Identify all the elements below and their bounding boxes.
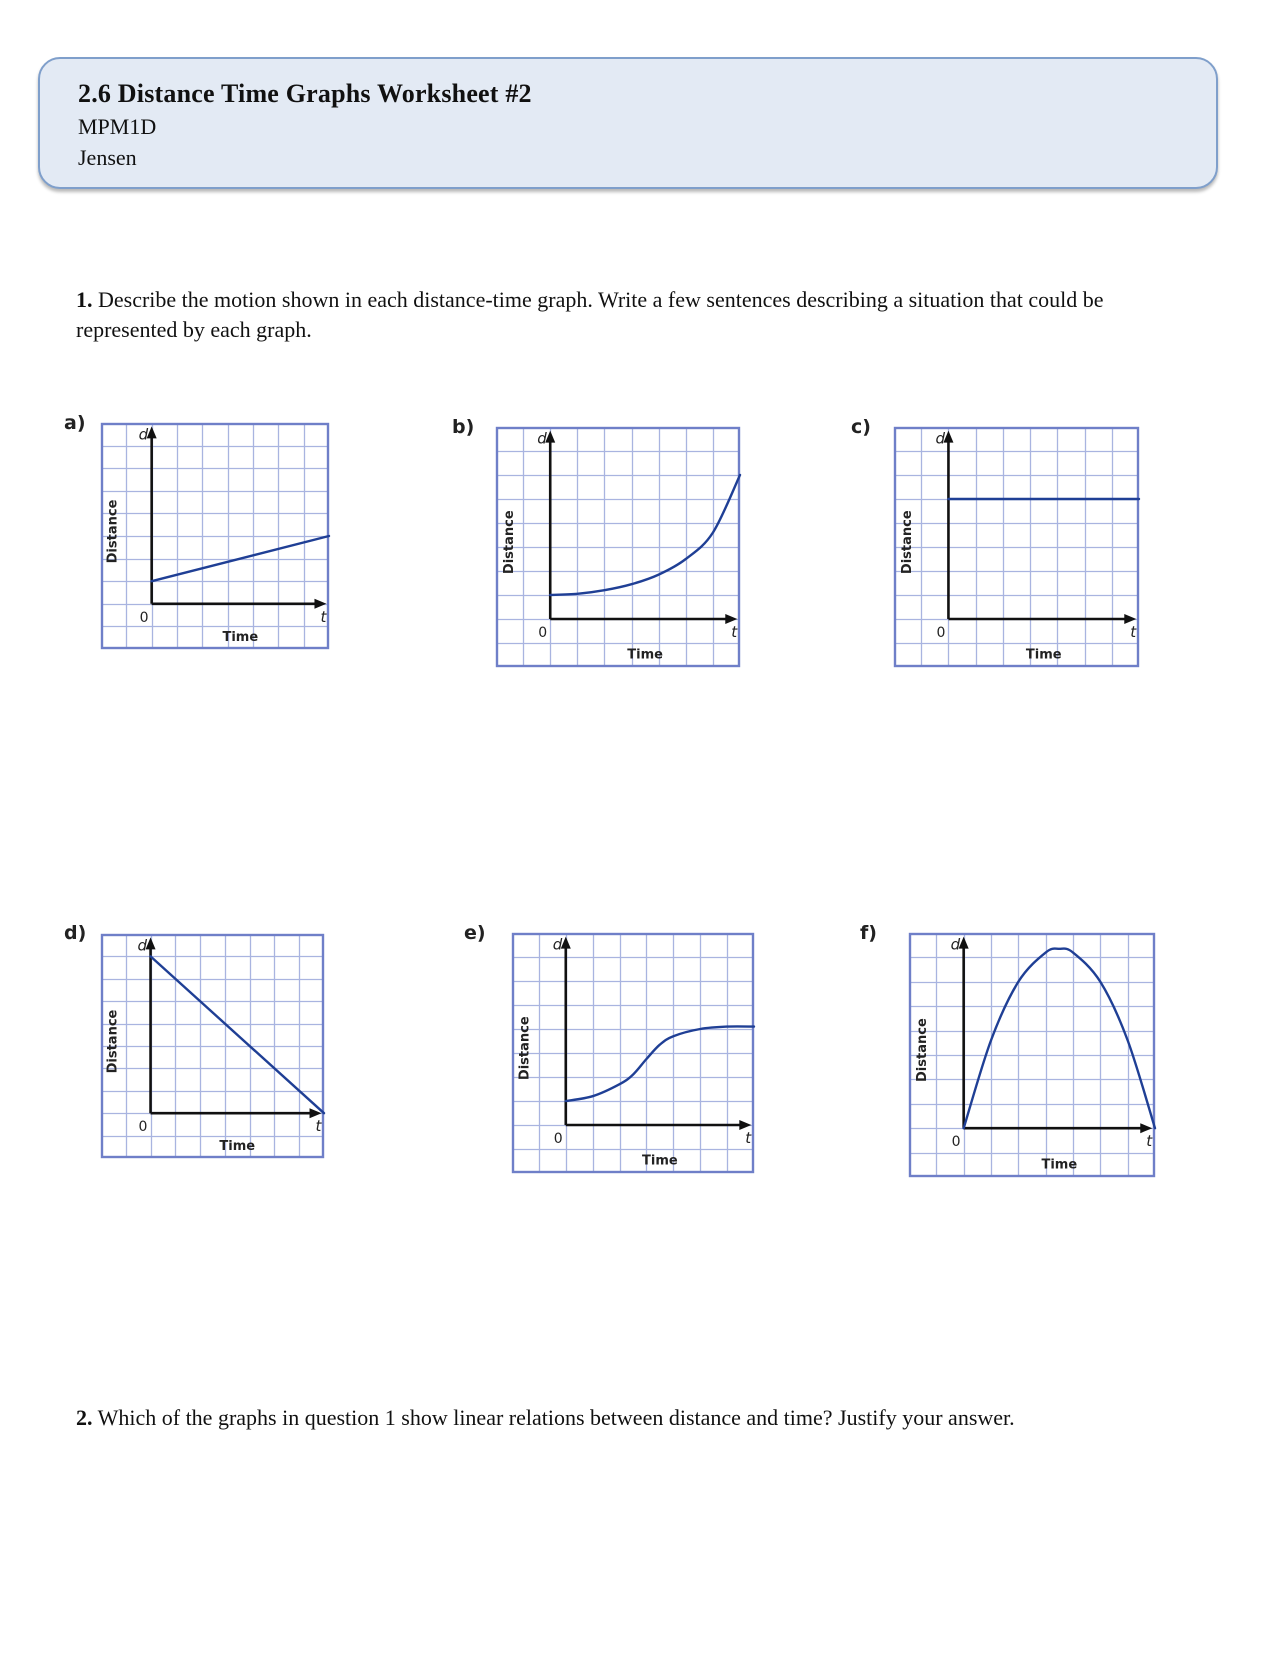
question-number: 1. [76, 287, 93, 312]
y-axis-symbol: d [950, 935, 961, 954]
header-box [38, 57, 1218, 189]
x-axis-label: Time [627, 647, 663, 663]
x-axis-label: Time [1041, 1157, 1078, 1173]
x-axis-symbol: t [745, 1129, 752, 1147]
y-axis-symbol: d [552, 935, 563, 954]
x-axis-label: Time [222, 630, 259, 646]
grid [894, 427, 1139, 667]
question-text: Which of the graphs in question 1 show linear relations between distance and time? Justify your answer. [92, 1405, 1015, 1430]
grid [496, 427, 740, 667]
origin-label: 0 [951, 1134, 961, 1151]
origin-label: 0 [538, 625, 548, 641]
grid [101, 934, 324, 1158]
x-axis-symbol: t [1130, 623, 1137, 641]
x-axis-symbol: t [1146, 1132, 1153, 1151]
distance-time-curve [964, 949, 1155, 1129]
question-number: 2. [76, 1405, 93, 1430]
y-axis-label: Distance [914, 1018, 930, 1082]
grid [101, 423, 329, 649]
question-1 [76, 285, 1186, 345]
x-axis-symbol: t [320, 607, 327, 626]
origin-label: 0 [138, 1119, 148, 1136]
question-text: Describe the motion shown in each distance-time graph. Write a few sentences describing a situation that could be represented by each graph. [76, 287, 1104, 342]
graph-d [101, 934, 324, 1158]
x-axis-label: Time [1025, 647, 1062, 663]
y-axis-symbol: d [935, 429, 945, 448]
graph-c [894, 427, 1139, 667]
grid [512, 933, 754, 1173]
origin-label: 0 [936, 625, 946, 641]
course-code: MPM1D [78, 114, 157, 139]
graph-label-b: b) [452, 416, 475, 438]
teacher-name: Jensen [78, 145, 137, 170]
question-2 [76, 1403, 1186, 1433]
y-axis-symbol: d [537, 429, 547, 448]
y-axis-label: Distance [899, 510, 915, 575]
graph-e [512, 933, 754, 1173]
grid [909, 933, 1155, 1177]
x-axis-label: Time [219, 1139, 256, 1155]
y-axis-label: Distance [517, 1016, 533, 1081]
graph-a [101, 423, 329, 649]
y-axis-label: Distance [105, 499, 121, 564]
y-axis-label: Distance [501, 510, 517, 575]
worksheet-title: 2.6 Distance Time Graphs Worksheet #2 [78, 79, 532, 108]
graph-f [909, 933, 1155, 1177]
y-axis-symbol: d [137, 936, 148, 955]
y-axis-label: Distance [105, 1009, 121, 1074]
distance-time-curve [550, 475, 740, 595]
origin-label: 0 [139, 609, 149, 626]
graph-label-d: d) [64, 922, 87, 944]
x-axis-label: Time [642, 1153, 678, 1169]
graph-label-a: a) [64, 412, 86, 434]
distance-time-curve [152, 536, 329, 581]
graph-label-c: c) [851, 416, 871, 438]
graph-label-e: e) [464, 922, 486, 944]
x-axis-symbol: t [731, 623, 738, 641]
y-axis-symbol: d [138, 425, 149, 444]
x-axis-symbol: t [315, 1117, 322, 1136]
graph-label-f: f) [860, 922, 877, 944]
graph-b [496, 427, 740, 667]
origin-label: 0 [553, 1131, 563, 1147]
